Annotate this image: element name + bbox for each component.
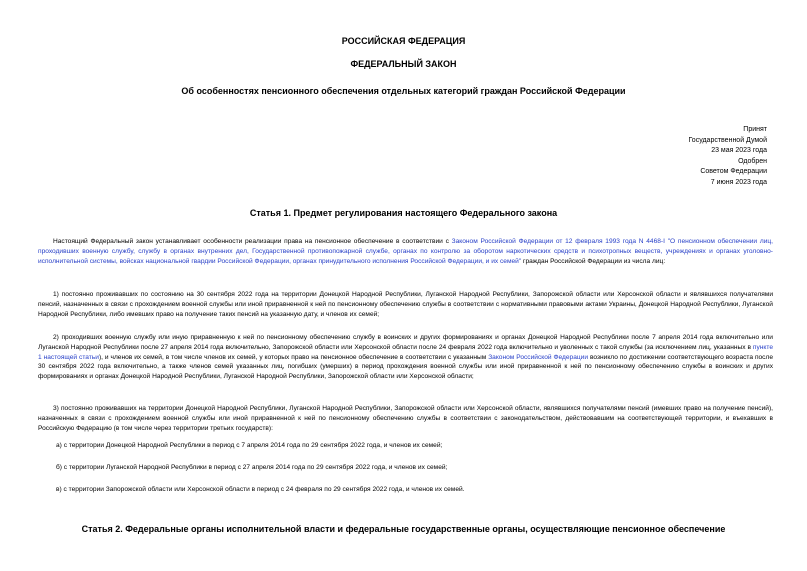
- subitem-b: б) с территории Луганской Народной Республики в период с 27 апреля 2014 года по 29 сентября 2022 года, и членов их семей;: [56, 464, 448, 471]
- adoption-line: 7 июня 2023 года: [710, 178, 767, 186]
- law-reference-link-2[interactable]: Законом Российской Федерации: [488, 353, 589, 361]
- adoption-line: Государственной Думой: [688, 136, 767, 144]
- article-2-heading: Статья 2. Федеральные органы исполнительной власти и федеральные государственные органы, осуществляющие пенсионное обеспечение: [81, 524, 726, 534]
- item-1-reference-link[interactable]: пункте 1 настоящей статьи: [38, 343, 773, 361]
- adoption-line: Советом Федерации: [700, 168, 767, 175]
- intro-text-end: граждан Российской Федерации из числа лиц:: [521, 257, 666, 265]
- adoption-line: Одобрен: [738, 157, 767, 165]
- article-1-item-3: [38, 404, 773, 433]
- law-title: Об особенностях пенсионного обеспечения отдельных категорий граждан Российской Федерации: [181, 86, 626, 96]
- law-reference-link[interactable]: Законом Российской Федерации от 12 февраля 1993 года N 4468-I "О пенсионном обеспечении лиц, проходивших военную службу, службу в органах внутренних дел, Государственной противопожарной службе, органах по контролю за оборотом наркотических средств и психотропных веществ, учреждениях и органах уголовно-исполнительной системы, войсках национальной гвардии Российской Федерации, органах принудительного исполнения Российской Федерации, и их семей": [38, 238, 773, 265]
- law-type-heading: ФЕДЕРАЛЬНЫЙ ЗАКОН: [350, 59, 457, 69]
- adoption-line: 23 мая 2023 года: [711, 147, 767, 154]
- item-1-text: 1) постоянно проживавших по состоянию на 30 сентября 2022 года на территории Донецкой Народной Республики, Луганской Народной Республики, Запорожской области или Херсонской области и являвшихся получателями пенсий, назначенных в связи с прохождением военной службы или иной приравненной к ней по пенсионному обеспечению службы в соответствии с нормативными правовыми актами Украины, Донецкой Народной Республики, Луганской Народной Республики, либо имевших право на получение таких пенсий на указанную дату, и членов их семей;: [38, 291, 773, 318]
- intro-text-start: Настоящий Федеральный закон устанавливает особенности реализации права на пенсионное обеспечение в соответствии с: [53, 238, 452, 245]
- article-1-heading: Статья 1. Предмет регулирования настоящего Федерального закона: [249, 208, 558, 218]
- item-2-text-a: 2) проходивших военную службу или иную приравненную к ней по пенсионному обеспечению службу в воинских и других формированиях и органах Донецкой Народной Республики после 7 апреля 2014 года включительно или Луганской Народной Республики после 27 апреля 2014 года включительно, Запорожской области или Херсонской области после 24 февраля 2022 года включительно и уволенных с такой службы (за исключением лиц, указанных в: [38, 334, 773, 351]
- item-3-text: 3) постоянно проживавших на территории Донецкой Народной Республики, Луганской Народной Республики, Запорожской области или Херсонской области, являвшихся получателями пенсий (имевших право на получение пенсий), назначенных в связи с прохождением военной службы или иной приравненной к ней по пенсионному обеспечению службы в соответствии с законодательством, действовавшим на соответствующей территории, и въехавших в Российскую Федерацию (в том числе через территории третьих государств):: [38, 405, 773, 432]
- item-2-text-c: возникло по достижении соответствующего возраста после 30 сентября 2022 года включительно, а также членов семей указанных лиц, погибших (умерших) в период прохождения военной службы или иной приравненной к ней по пенсионному обеспечению службы в воинских и других формированиях и органах Донецкой Народной Республики, Луганской Народной Республики, Запорожской области или Херсонской области;: [38, 353, 773, 381]
- country-heading: РОССИЙСКАЯ ФЕДЕРАЦИЯ: [341, 36, 466, 46]
- article-1-intro: [38, 237, 773, 266]
- subitem-a: а) с территории Донецкой Народной Республики в период с 7 апреля 2014 года по 29 сентября 2022 года, и членов их семей;: [56, 442, 443, 449]
- subitem-c: в) с территории Запорожской области или Херсонской области в период с 24 февраля по 29 сентября 2022 года, и членов их семей.: [56, 486, 465, 493]
- article-1-item-2: [38, 333, 773, 382]
- adoption-block: [688, 125, 767, 188]
- item-2-text-b: ), и членов их семей, в том числе членов их семей, у которых право на пенсионное обеспечение в соответствии с указанным: [98, 353, 489, 361]
- article-1-item-1: [38, 290, 773, 319]
- adoption-line: Принят: [743, 126, 767, 133]
